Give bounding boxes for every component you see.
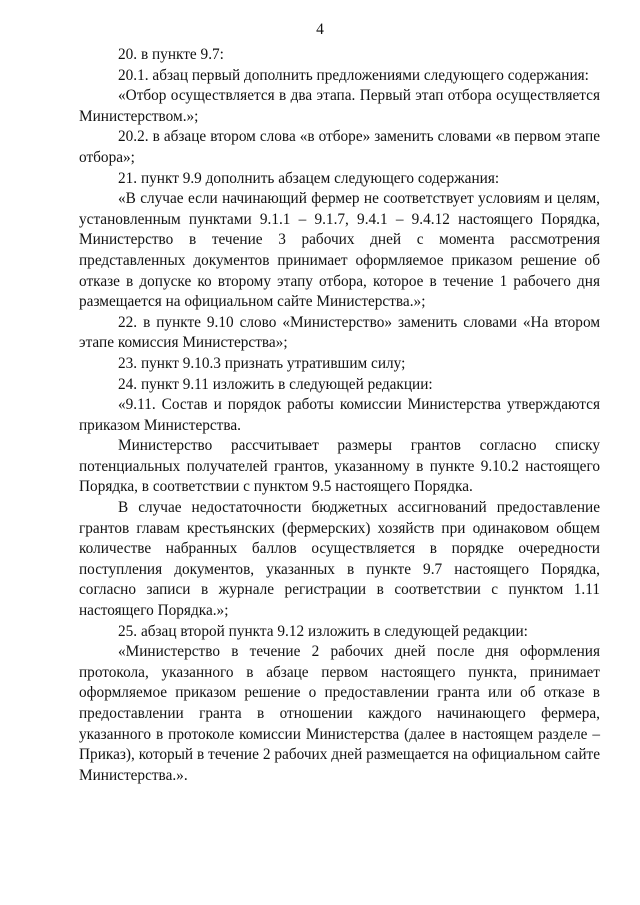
paragraph-grant-calculation: Министерство рассчитывает размеры грантов согласно списку потенциальных получателей грантов, указанному в пункте 9.10.2 настоящего Порядка, в соответствии с пунктом 9.5 настоящего Порядка. — [79, 437, 600, 496]
paragraph-quote-selection-stages: «Отбор осуществляется в два этапа. Первый этап отбора осуществляется Министерством.»; — [79, 87, 600, 125]
paragraph-item-21: 21. пункт 9.9 дополнить абзацем следующего содержания: — [118, 169, 500, 187]
paragraph-quote-9-11: «9.11. Состав и порядок работы комиссии Министерства утверждаются приказом Министерства. — [79, 396, 600, 434]
paragraph-item-20-1: 20.1. абзац первый дополнить предложениями следующего содержания: — [118, 66, 589, 84]
document-body — [79, 45, 600, 786]
paragraph-insufficient-funds: В случае недостаточности бюджетных ассигнований предоставление грантов главам крестьянских (фермерских) хозяйств при одинаковом общем количестве набранных баллов осуществляется в порядке очередности поступления документов, указанных в пункте 9.7 настоящего Порядка, согласно записи в журнале регистрации в соответствии с пунктом 1.11 настоящего Порядка.»; — [79, 499, 600, 620]
paragraph-item-22: 22. в пункте 9.10 слово «Министерство» заменить словами «На втором этапе комиссия Министерства»; — [79, 313, 600, 352]
paragraph-item-24: 24. пункт 9.11 изложить в следующей редакции: — [118, 375, 433, 393]
paragraph-quote-grant-decision: «Министерство в течение 2 рабочих дней после дня оформления протокола, указанного в абзаце первом настоящего пункта, принимает оформляемое приказом решение о предоставлении гранта или об отказе в предоставлении гранта в отношении каждого начинающего фермера, указанного в протоколе комиссии Министерства (далее в настоящем разделе – Приказ), который в течение 2 рабочих дней размещается на официальном сайте Министерства.». — [79, 643, 600, 784]
paragraph-item-25: 25. абзац второй пункта 9.12 изложить в следующей редакции: — [118, 622, 528, 640]
paragraph-item-20-2: 20.2. в абзаце втором слова «в отборе» заменить словами «в первом этапе отбора»; — [79, 128, 600, 166]
page-number: 4 — [316, 21, 324, 38]
paragraph-item-20: 20. в пункте 9.7: — [118, 46, 224, 63]
paragraph-item-23: 23. пункт 9.10.3 признать утратившим силу; — [118, 354, 406, 372]
paragraph-quote-refusal-decision: «В случае если начинающий фермер не соответствует условиям и целям, установленным пунктами 9.1.1 – 9.1.7, 9.4.1 – 9.4.12 настоящего Порядка, Министерство в течение 3 рабочих дней с момента рассмотрения представленных документов принимает оформляемое приказом решение об отказе в допуске ко второму этапу отбора, которое в течение 1 рабочего дня размещается на официальном сайте Министерства.»; — [79, 190, 600, 311]
